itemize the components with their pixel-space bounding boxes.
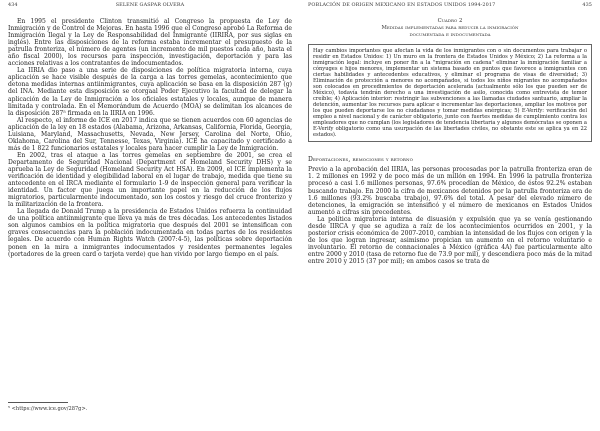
footnote-text: ⁵ <https://www.ice.gov/287g>. — [8, 406, 88, 412]
right-paragraph: La política migratoria interna de disuasión y expulsión que ya se venía gestionando desde IIRCA y que se agudiza a raíz de los acontecimientos ocurridos en 2001, y la posterior crisis económica de 2007-2010, cambian la intensidad de los flujos con origen y la de los que logran ingresar, asimismo propician un aumento en el retorno voluntario e involuntario. El retorno de connacionales a México (gráfica 4A) fue particularmente alto entre 2000 y 2010 (tasa de retorno fue de 73.9 por mil), y descendiera poco más de la mitad entre 2010 y 2015 (37 por mil); en ambos casos se trata de — [308, 215, 592, 265]
left-paragraph: La IIRIA dio paso a una serie de disposiciones de política migratoria interna, cuya aplicación se hace visible después de la carga a las torres gemelas, acontecimiento que detona medidas internas antiinmigrantes, cuya aplicación se basa en la disposición 287 (g) del INA. Mediante esta disposición se otorgaal Poder Ejecutivo la facultad de delegar la aplicación de la Ley de Inmigración a los oficiales estatales y locales, aunque de manera limitada y controlada. En el Memorándum de Acuerdo (MOA) se delimitan los alcances de la disposición 287⁵ firmada en la IIRIA en 1996. — [8, 67, 292, 117]
left-paragraph: La llegada de Donald Trump a la presidencia de Estados Unidos refuerza la continuidad de una política antiinmigrante que lleva ya más de tres décadas. Los antecedentes listados son algunos cambios en la política migratoria que después del 2001 se intensifican con graves consecuencias para la población indocumentada en todas partes de los residentes legales. De acuerdo con Human Rights Watch (2007:4-5), las políticas sobre deportación ponen en la mira a inmigrantes indocumentados y residentes permanentes legales (portadores de la green card o tarjeta verde) que han vivido por largo tiempo en el país. — [8, 208, 292, 258]
box-caption-subtitle: documentada e indocumentada — [409, 31, 491, 38]
left-running-head: SELENE GASPAR OLVERA — [115, 2, 185, 8]
footnote — [8, 402, 292, 412]
section-title: Deportaciones, remociones y retorno — [308, 156, 413, 164]
left-page — [8, 0, 292, 431]
right-page-number: 435 — [582, 2, 592, 8]
footnote-rule — [8, 402, 68, 403]
left-page-body — [8, 18, 292, 258]
left-paragraph: En 1995 el presidente Clinton transmitió al Congreso la propuesta de Ley de Inmigración y de Control de Mejoras. En hasta 1996 que el Congreso aprobó La Reforma de Inmigración Ilegal y la Ley de Responsabilidad del Inmigrante (IIRIRA, por sus siglas en inglés). Entre las disposiciones de la reforma estaba incrementar el presupuesto de la patrulla fronteriza, el número de agentes (un incremento de mil puestos cada año, hasta el año fiscal 2000), los recursos para inspección, investigación, deportación y para las acciones relativas a los contratantes de indocumentados. — [8, 18, 292, 68]
box-caption-number: Cuadro 2 — [437, 18, 463, 24]
right-page — [308, 0, 592, 431]
right-running-head: POBLACIÓN DE ORIGEN MEXICANO EN ESTADOS UNIDOS 1994-2017 — [308, 2, 496, 8]
box-text: Hay cambios importantes que afectan la vida de los inmigrantes con o sin documentos para trabajar o residir en Estados Unidos: 1) Un muro en la frontera de Estados Unidos y México; 2) La reforma a la inmigración legal: incluye en poner fin a la "migración en cadena" eliminar la inmigración familiar a cónyuges e hijos menores, implementar un sistema basado en puntos que favorece a inmigrantes con ciertas habilidades y antecedentes educativos, y eliminar el programa de visas de diversidad; 3) Eliminación de protección a menores no acompañados, si todos los niños migrantes no acompañados son colocados en procedimientos de deportación acelerada (actualmente sólo los que pueden ser de México), todavía tendrán derecho a una investigación de asilo, conocida como entrevista de temor creíble; 4) Aplicación interior: restringir las subvenciones a las llamadas ciudades santuario, ampliar la detención, aumentar los recursos para aplicar e incrementar las deportaciones, ampliar los motivos por los que pueden deportarse los no ciudadanos y tomar medidas enérgicas; 5) E-Verify: verificación del empleo a nivel nacional y de carácter obligatorio, junto con fuertes medidas de cumplimiento contra los empleadores que no cumplan (los legisladores de tendencia libertaria y algunos demócratas se oponen a E-Verify obligatorio como una usurpación de las libertades civiles, no obstante este se aplica ya en 22 estados). — [313, 48, 587, 139]
right-page-header — [308, 2, 592, 12]
right-page-body — [308, 18, 592, 265]
measures-box — [308, 44, 592, 142]
box-caption-title: Medidas implementadas para reducir la inmigración — [381, 24, 519, 31]
left-paragraph: En 2002, tras el ataque a las torres gemelas en septiembre de 2001, se crea el Departamento de Seguridad Nacional (Department of Homeland Security DHS) y se aprueba la Ley de Seguridad (Homeland Security Act HSA). En 2009, el ICE implementa la verificación de identidad y elegibilidad laboral en el lugar de trabajo, medida que tiene su antecedente en el IRCA mediante el formulario 1-9 de inspección general para verificar la identidad. Un factor que juega un importante papel en la reducción de los flujos migratorios, particularmente indocumentado, son los costos y riesgo del cruce fronterizo y la militarización de la frontera. — [8, 151, 292, 209]
left-page-header — [8, 2, 292, 12]
right-paragraph: Previo a la aprobación del IIRIA, las personas procesadas por la patrulla fronteriza eran de 1. 2 millones en 1992 y de poco más de un millón en 1994. En 1996 la patrulla fronteriza procesó a casi 1.6 millones personas, 97.6% procedían de México, de éstos 92.2% estaban buscando trabajo. En 2000 la cifra de mexicanos detenidos por la patrulla fronteriza era de 1.6 millones (93.2% buscaba trabajo), 97.6% del total. A pesar del elevado número de detenciones, la emigración se intensificó y el número de mexicanos en Estados Unidos aumentó a cifras sin precedentes. — [308, 166, 592, 216]
left-page-number: 434 — [8, 2, 18, 8]
left-paragraph: Al respecto, el informe de ICE en 2017 indica que se tienen acuerdos con 60 agencias de aplicación de la ley en 18 estados (Alabama, Arizona, Arkansas, California, Florida, Georgia, Luisiana, Maryland, Massachusetts, Nevada, New Jersey, Carolina del Norte, Ohio, Oklahoma, Carolina del Sur, Tennesse, Texas, Virginia). ICE ha capacitado y certificado a más de 1 822 funcionarios estatales y locales para hacer cumplir la Ley de Inmigración. — [8, 116, 292, 152]
